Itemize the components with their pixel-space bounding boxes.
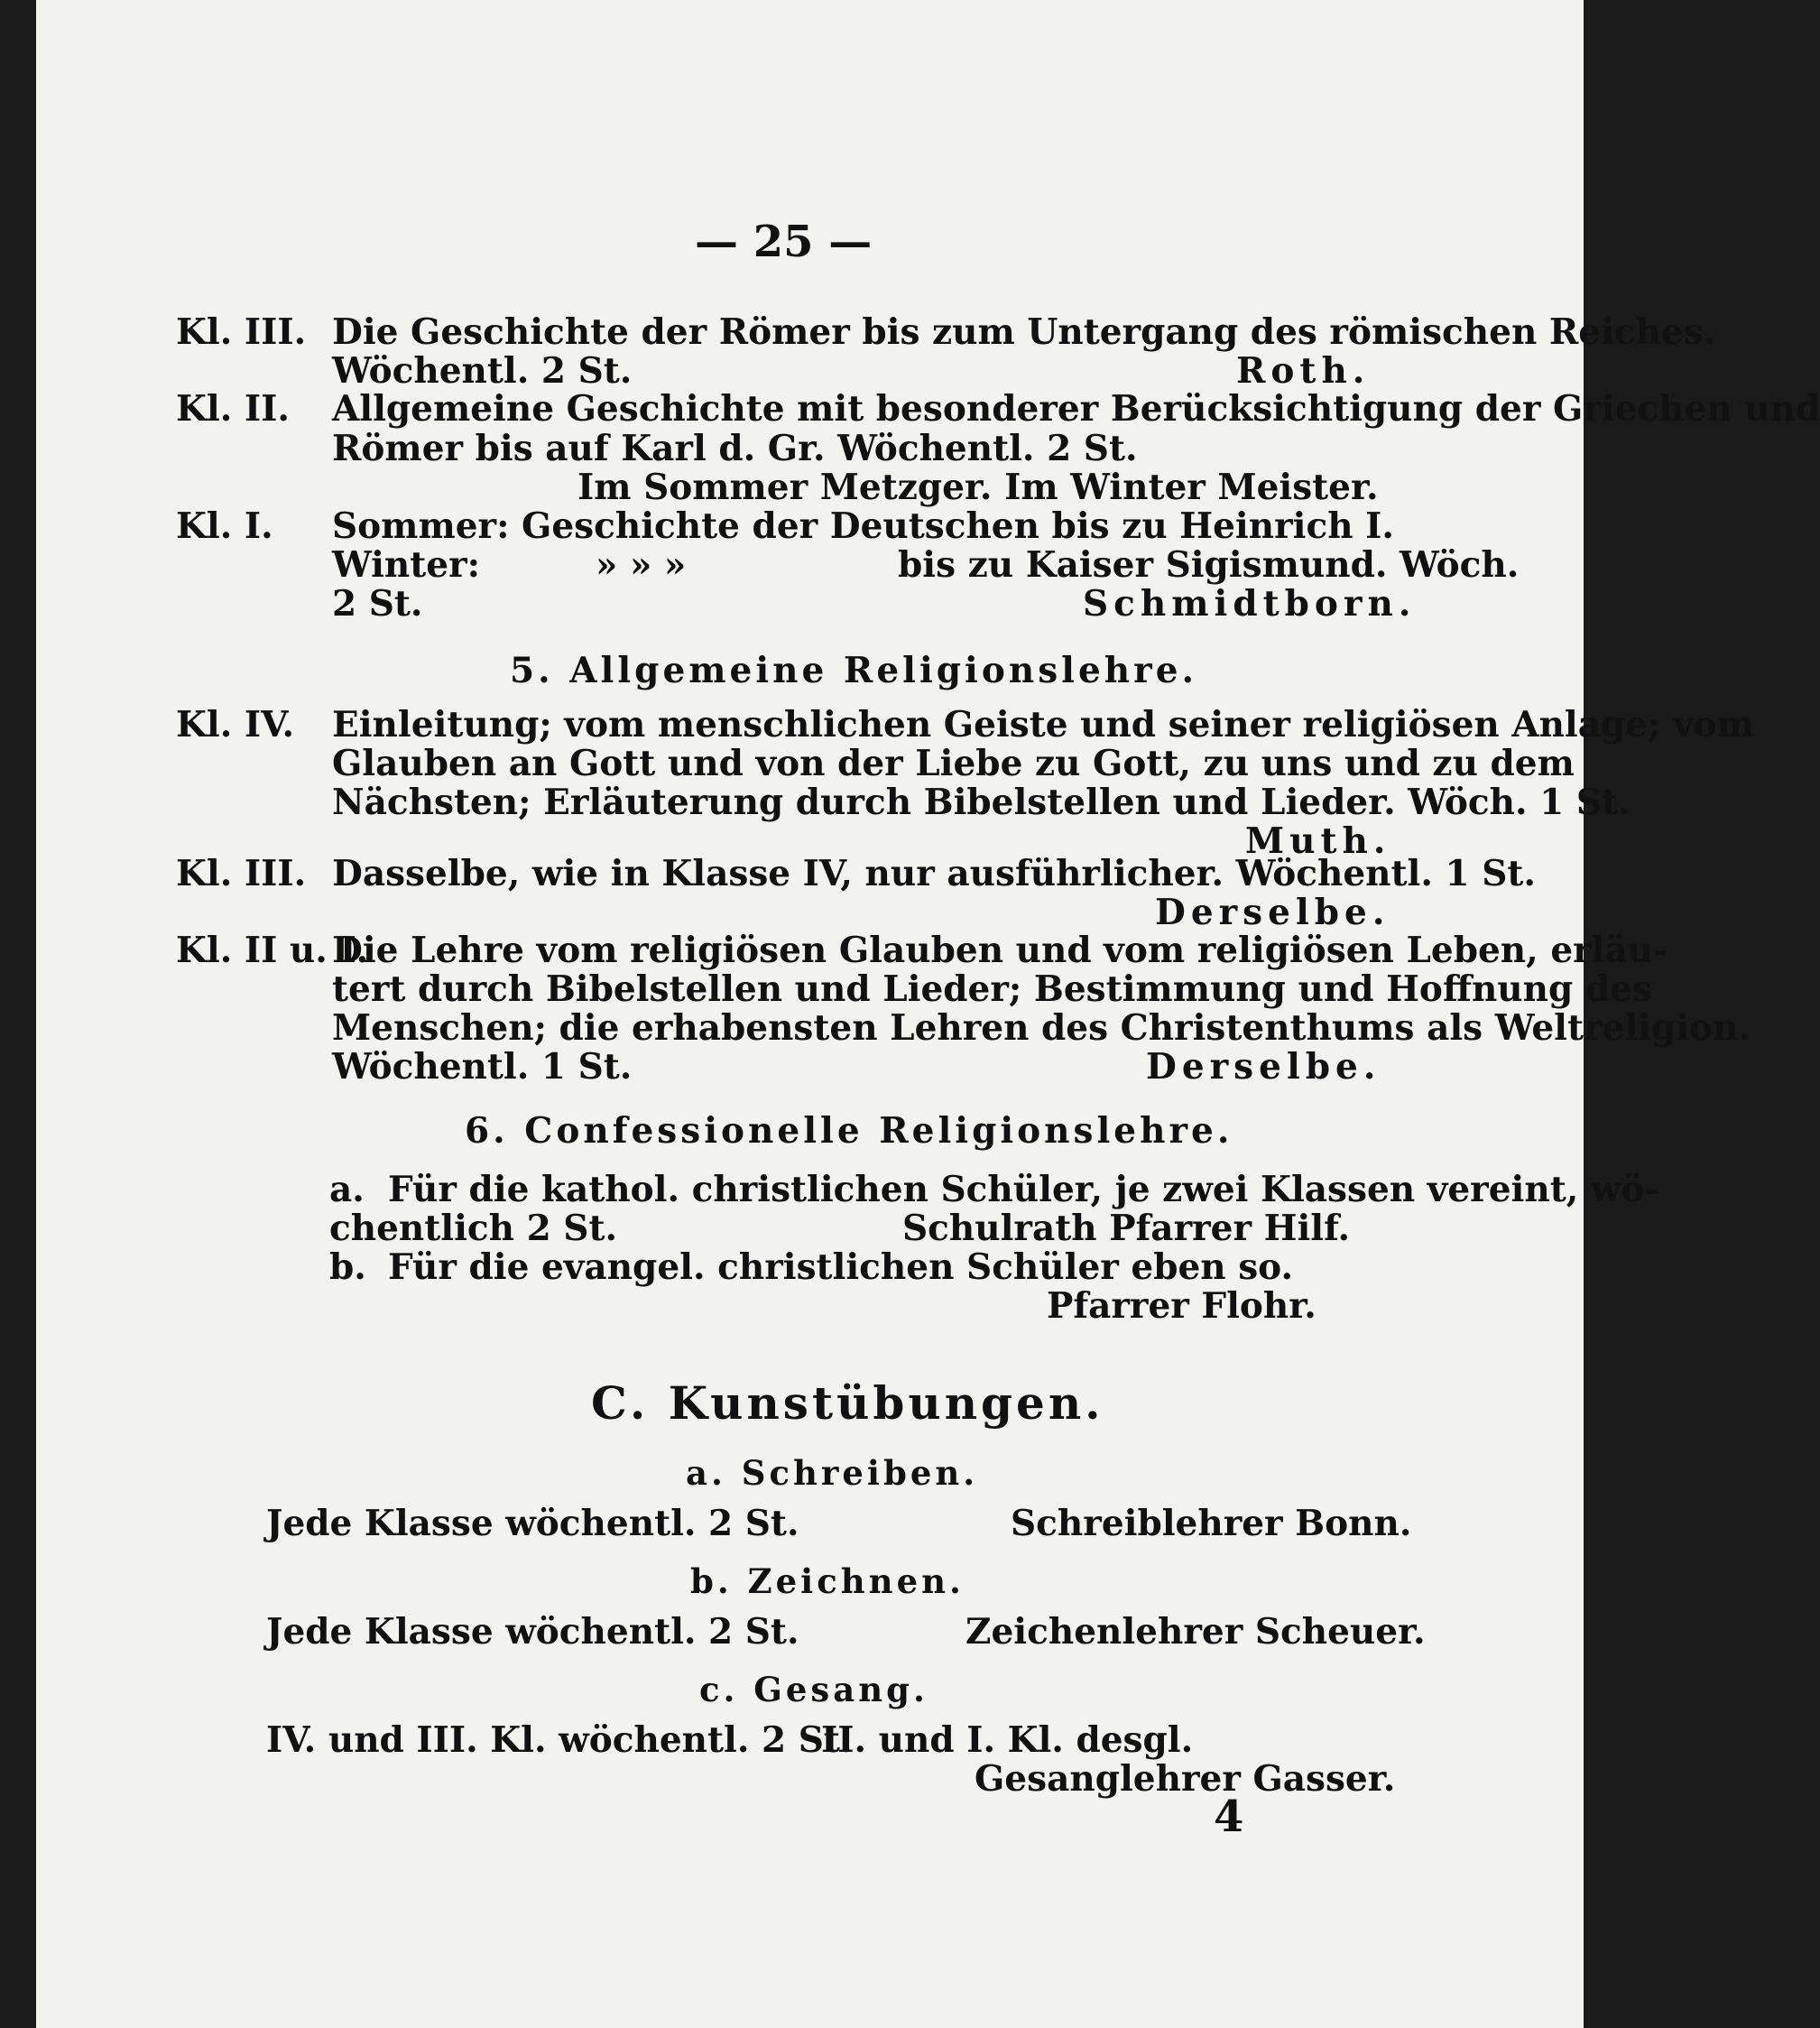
text-line: Dasselbe, wie in Klasse IV, nur ausführlicher. Wöchentl. 1 St. [332, 853, 1536, 894]
text-line: Die Geschichte der Römer bis zum Untergang des römischen Reiches. [332, 311, 1716, 353]
text-line: Für die evangel. christlichen Schüler eben so. [388, 1246, 1294, 1288]
teacher-name: Schmidtborn. [1083, 583, 1417, 625]
text-line: Einleitung; vom menschlichen Geiste und seiner religiösen Anlage; vom [332, 704, 1755, 745]
teacher-name: Muth. [1245, 820, 1391, 862]
teacher-name: Schreiblehrer Bonn. [1011, 1503, 1412, 1544]
main-heading: C. Kunstübungen. [591, 1376, 1104, 1430]
class-label: Kl. III. [176, 311, 307, 353]
teacher-name: Roth. [1236, 350, 1371, 392]
text-line: tert durch Bibelstellen und Lieder; Bestimmung und Hoffnung des [332, 968, 1652, 1010]
text-line: Nächsten; Erläuterung durch Bibelstellen und Lieder. Wöch. 1 St. [332, 782, 1631, 823]
text-line: chentlich 2 St. [329, 1208, 618, 1249]
text-line: IV. und III. Kl. wöchentl. 2 St. [266, 1719, 853, 1761]
teacher-name: Derselbe. [1155, 892, 1390, 933]
text-line: bis zu Kaiser Sigismund. Wöch. [898, 544, 1520, 586]
subsection-heading: a. Schreiben. [686, 1453, 979, 1493]
text-line: Allgemeine Geschichte mit besonderer Berücksichtigung der Griechen und [332, 388, 1820, 430]
text-line: 2 St. [332, 583, 423, 625]
class-label: Kl. I. [176, 505, 273, 547]
text-line: Sommer: Geschichte der Deutschen bis zu Heinrich I. [332, 505, 1394, 547]
teacher-name: Pfarrer Flohr. [1047, 1285, 1316, 1327]
subsection-heading: b. Zeichnen. [690, 1561, 965, 1601]
text-line: Römer bis auf Karl d. Gr. Wöchentl. 2 St. [332, 428, 1138, 469]
text-line: Für die kathol. christlichen Schüler, je zwei Klassen vereint, wö- [388, 1169, 1659, 1210]
section-heading: 5. Allgemeine Religionslehre. [510, 650, 1198, 691]
class-label: Kl. II u. I. [176, 930, 369, 971]
item-label: a. [329, 1169, 365, 1210]
text-line: Jede Klasse wöchentl. 2 St. [266, 1503, 799, 1544]
text-line: Wöchentl. 1 St. [332, 1046, 633, 1088]
class-label: Kl. IV. [176, 704, 295, 745]
text-line: II. und I. Kl. desgl. [821, 1719, 1194, 1761]
item-label: b. [329, 1246, 366, 1288]
page-number: — 25 — [695, 217, 873, 267]
text-line: Die Lehre vom religiösen Glauben und vom religiösen Leben, erläu- [332, 930, 1668, 971]
signature-mark: 4 [1214, 1792, 1244, 1842]
teacher-name: Zeichenlehrer Scheuer. [965, 1611, 1426, 1653]
subsection-heading: c. Gesang. [699, 1670, 928, 1709]
class-label: Kl. II. [176, 388, 290, 430]
text-line: Glauben an Gott und von der Liebe zu Gott, zu uns und zu dem [332, 743, 1575, 784]
text-line: Im Sommer Metzger. Im Winter Meister. [577, 467, 1379, 508]
text-line: Wöchentl. 2 St. [332, 350, 633, 392]
text-line: Jede Klasse wöchentl. 2 St. [266, 1611, 799, 1653]
class-label: Kl. III. [176, 853, 307, 894]
text-line: Winter: [332, 544, 481, 586]
text-line: Menschen; die erhabensten Lehren des Christenthums als Weltreligion. [332, 1007, 1751, 1049]
teacher-name: Gesanglehrer Gasser. [975, 1758, 1396, 1800]
teacher-name: Schulrath Pfarrer Hilf. [902, 1208, 1351, 1249]
ditto-marks: » » » [596, 544, 687, 586]
teacher-name: Derselbe. [1146, 1046, 1381, 1088]
section-heading: 6. Confessionelle Religionslehre. [465, 1110, 1233, 1152]
